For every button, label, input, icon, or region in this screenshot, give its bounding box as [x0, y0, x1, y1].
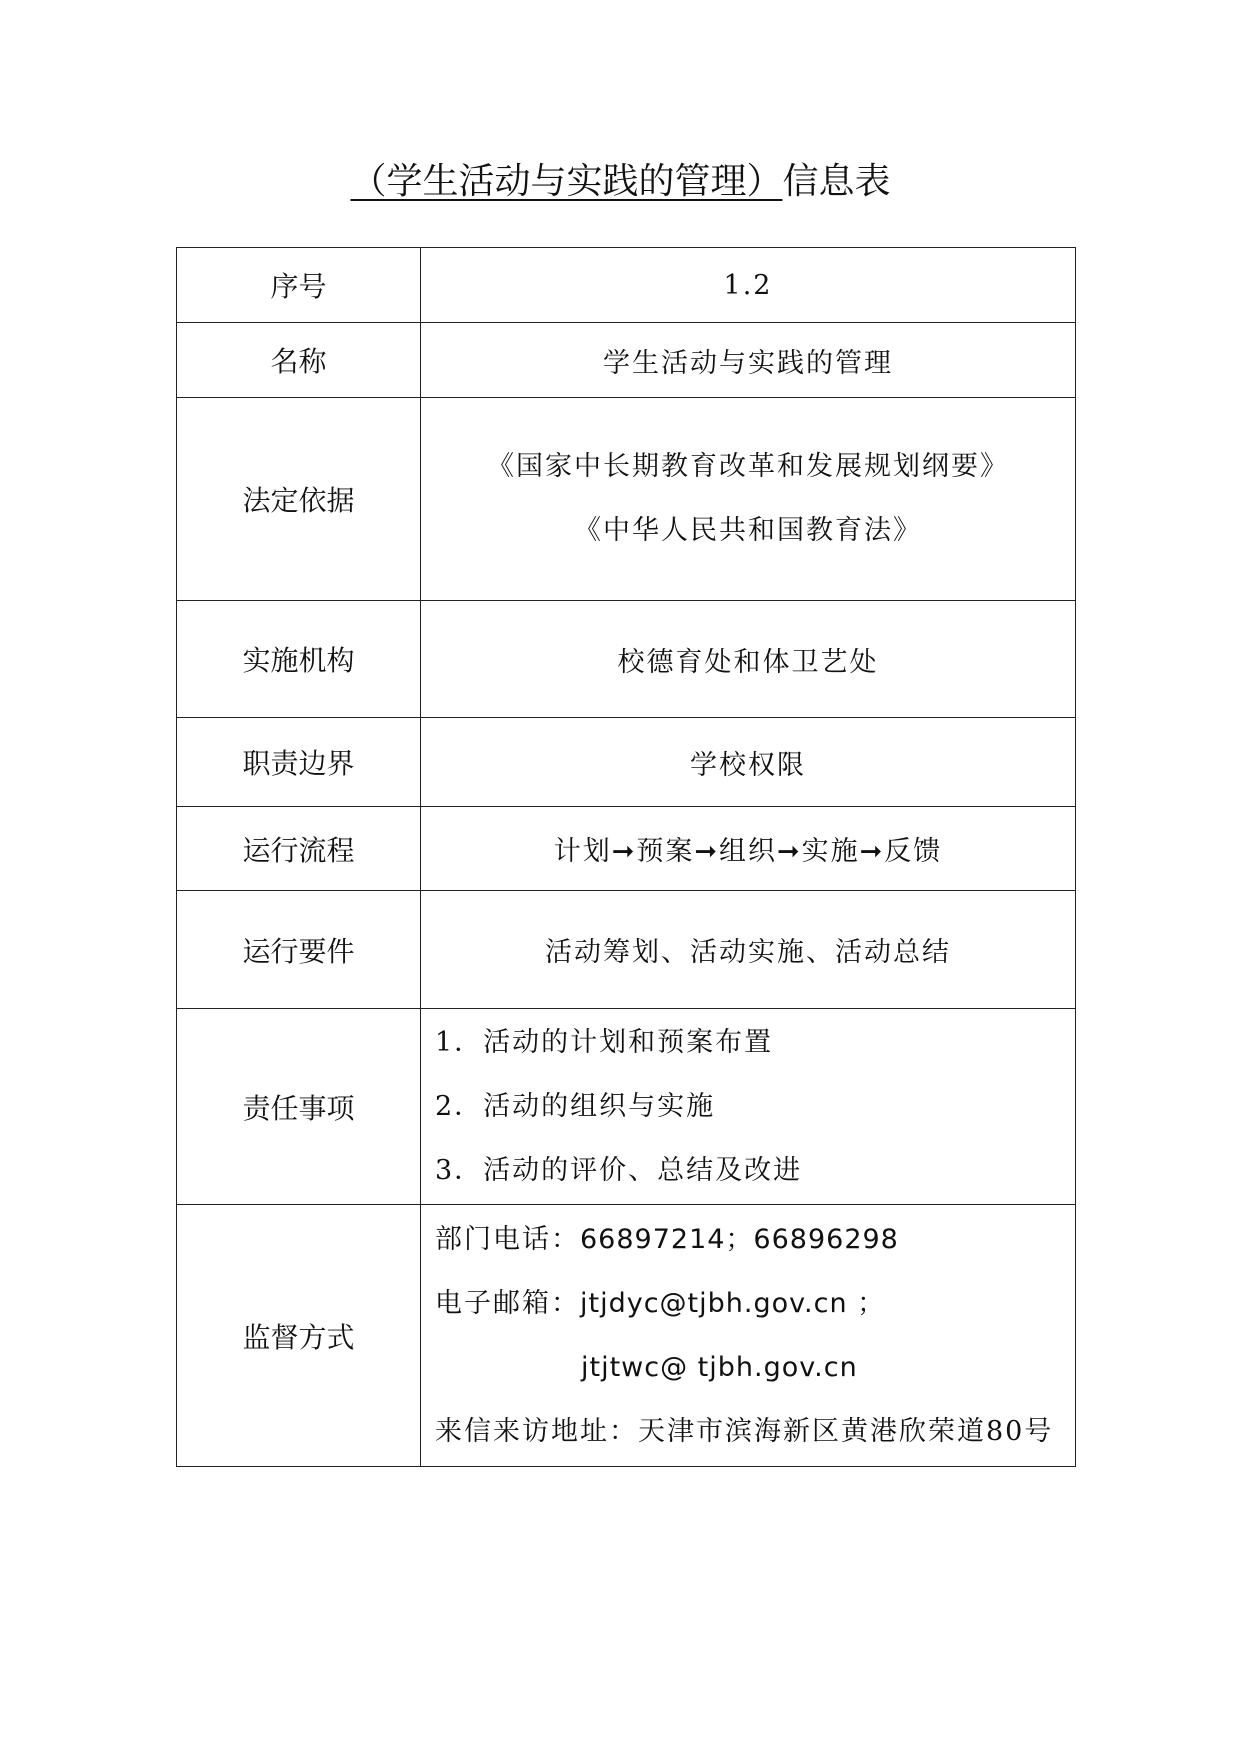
agency-label: 实施机构 — [177, 601, 421, 718]
legal-basis-line: 《中华人民共和国教育法》 — [574, 515, 922, 546]
address-line — [435, 1400, 1075, 1464]
title-subject: （学生活动与实践的管理） — [350, 161, 783, 202]
row-supervision — [177, 1205, 1076, 1467]
boundary-value: 学校权限 — [421, 718, 1076, 807]
phone-line — [435, 1208, 1075, 1272]
legal-basis-label: 法定依据 — [177, 398, 421, 601]
legal-basis-line: 《国家中长期教育改革和发展规划纲要》 — [487, 451, 1009, 482]
serial-value: 1.2 — [421, 248, 1076, 323]
legal-basis-value — [421, 398, 1076, 601]
boundary-label: 职责边界 — [177, 718, 421, 807]
row-serial — [177, 248, 1076, 323]
row-responsibilities — [177, 1009, 1076, 1205]
email-value-2: jtjtwc@ tjbh.gov.cn — [581, 1351, 858, 1383]
responsibility-item: 1．活动的计划和预案布置 — [435, 1026, 774, 1058]
requirements-value: 活动筹划、活动实施、活动总结 — [421, 891, 1076, 1009]
address-value: 天津市滨海新区黄港欣荣道80号 — [638, 1415, 1054, 1447]
row-legal-basis — [177, 398, 1076, 601]
info-table — [176, 247, 1076, 1467]
responsibility-item: 3．活动的评价、总结及改进 — [435, 1154, 803, 1186]
phone-label: 部门电话： — [435, 1223, 580, 1255]
process-value: 计划➞预案➞组织➞实施➞反馈 — [421, 807, 1076, 891]
email-line-2 — [435, 1336, 1075, 1400]
requirements-label: 运行要件 — [177, 891, 421, 1009]
row-agency — [177, 601, 1076, 718]
responsibility-item: 2．活动的组织与实施 — [435, 1090, 716, 1122]
supervision-value — [421, 1205, 1076, 1467]
row-name — [177, 323, 1076, 398]
supervision-label: 监督方式 — [177, 1205, 421, 1467]
responsibilities-value — [421, 1009, 1076, 1205]
process-label: 运行流程 — [177, 807, 421, 891]
responsibilities-label: 责任事项 — [177, 1009, 421, 1205]
phone-value: 66897214；66896298 — [580, 1223, 899, 1255]
serial-label: 序号 — [177, 248, 421, 323]
name-label: 名称 — [177, 323, 421, 398]
row-requirements — [177, 891, 1076, 1009]
title-suffix: 信息表 — [782, 161, 891, 202]
row-boundary — [177, 718, 1076, 807]
email-value-1: jtjdyc@tjbh.gov.cn ； — [580, 1287, 886, 1319]
agency-value: 校德育处和体卫艺处 — [421, 601, 1076, 718]
page-title — [0, 160, 1241, 204]
email-label: 电子邮箱： — [435, 1287, 580, 1319]
email-line — [435, 1272, 1075, 1336]
name-value: 学生活动与实践的管理 — [421, 323, 1076, 398]
address-label: 来信来访地址： — [435, 1415, 638, 1447]
row-process — [177, 807, 1076, 891]
